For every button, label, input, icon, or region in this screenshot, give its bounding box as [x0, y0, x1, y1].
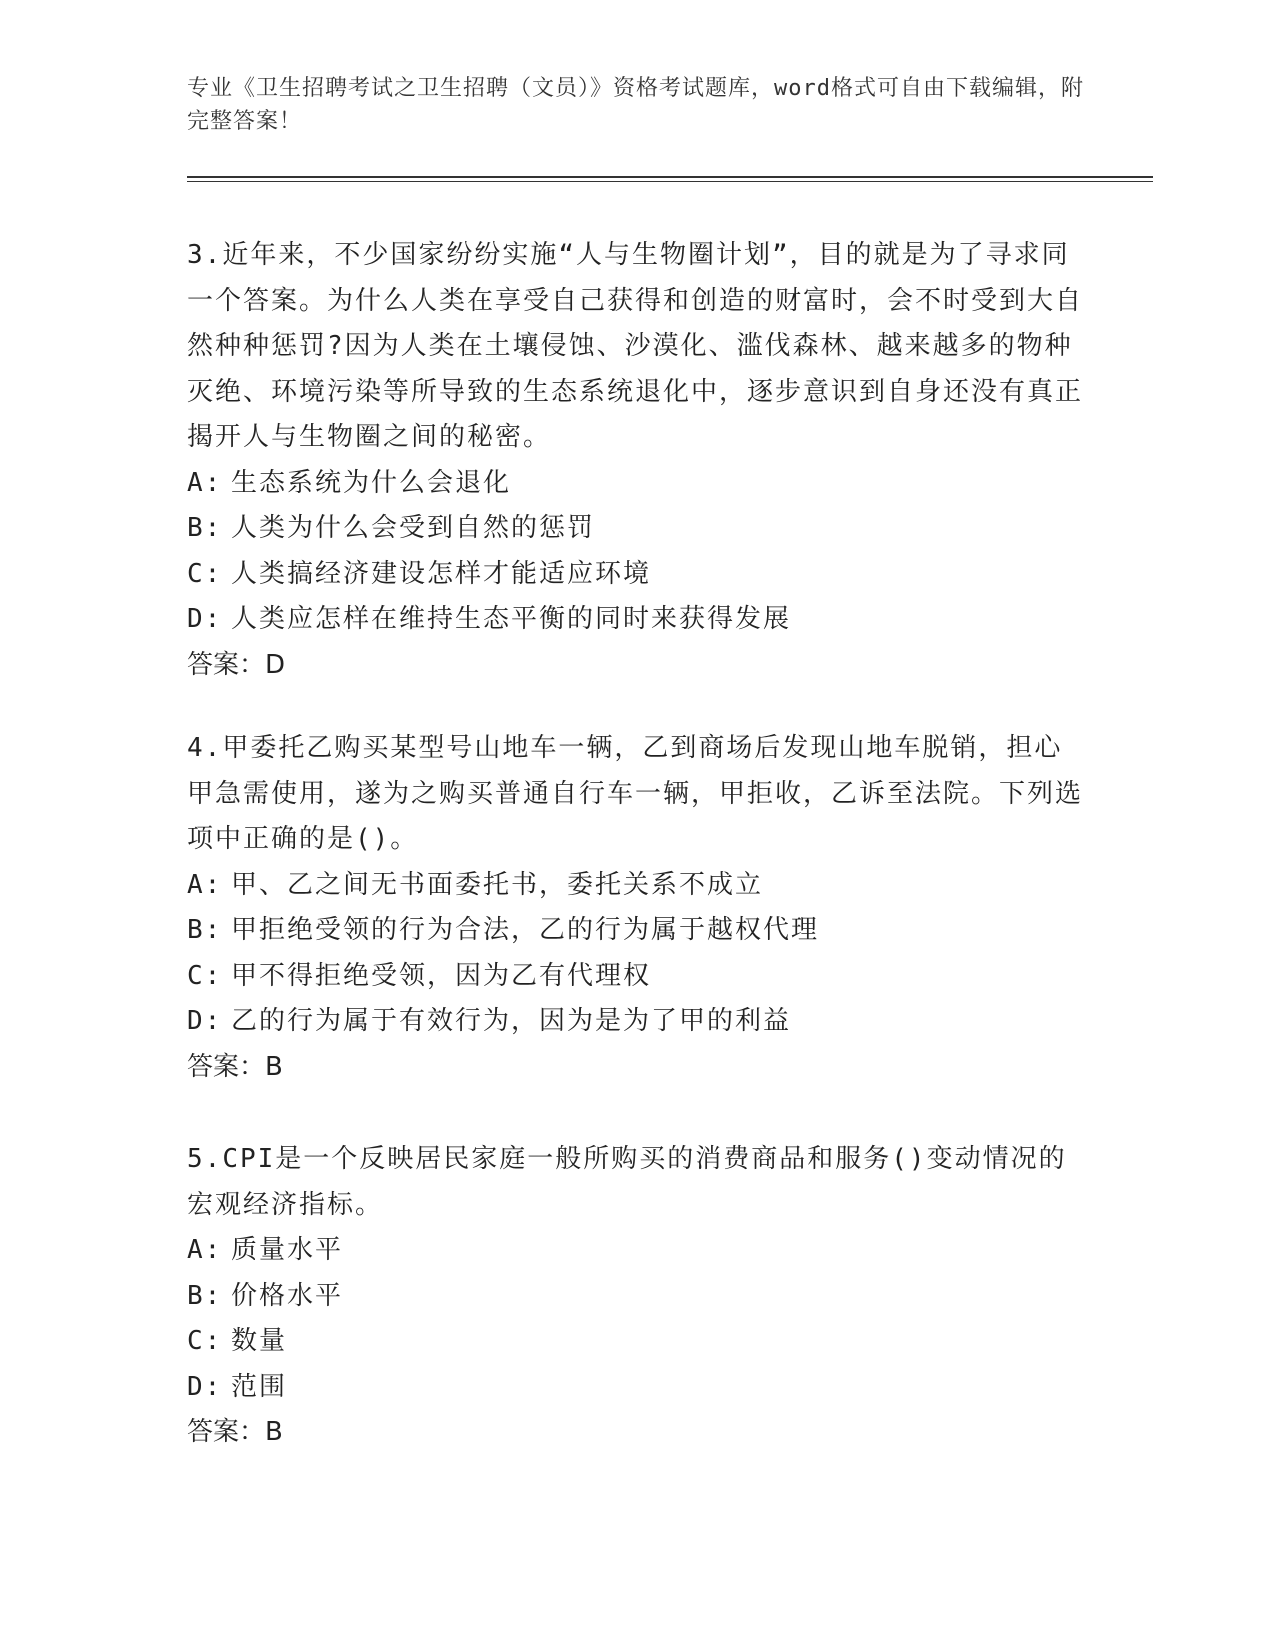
- option-d: [187, 1365, 1087, 1411]
- question-stem: [187, 1137, 1087, 1228]
- option-key: B:: [187, 915, 223, 945]
- option-text: 甲拒绝受领的行为合法，乙的行为属于越权代理: [231, 915, 820, 945]
- option-key: D:: [187, 1371, 223, 1402]
- question-number: 3.: [187, 240, 223, 270]
- option-key: D:: [187, 1006, 223, 1036]
- question-block: [187, 1137, 1087, 1456]
- option-a: [187, 1228, 1087, 1274]
- option-text: 数量: [231, 1326, 288, 1356]
- option-key: D:: [187, 604, 223, 634]
- option-key: B:: [187, 1280, 223, 1311]
- option-key: B:: [187, 513, 223, 543]
- option-key: C:: [187, 1326, 223, 1356]
- option-key: C:: [187, 960, 223, 991]
- header-intro-text: 专业《卫生招聘考试之卫生招聘（文员）》资格考试题库，word格式可自由下载编辑，附完整答案！: [187, 76, 1084, 134]
- question-number: 5.: [187, 1144, 223, 1174]
- answer-line: 答案：D: [187, 649, 286, 680]
- option-d: [187, 999, 1087, 1045]
- option-key: C:: [187, 558, 223, 589]
- header-divider-thick: [187, 176, 1153, 178]
- option-key: A:: [187, 467, 223, 498]
- option-text: 生态系统为什么会退化: [231, 467, 512, 498]
- option-key: A:: [187, 869, 223, 900]
- question-text: CPI是一个反映居民家庭一般所购买的消费商品和服务()变动情况的宏观经济指标。: [187, 1144, 1067, 1220]
- option-c: [187, 552, 1087, 598]
- option-text: 乙的行为属于有效行为，因为是为了甲的利益: [231, 1006, 792, 1036]
- option-b: [187, 908, 1087, 954]
- question-block: [187, 233, 1087, 688]
- question-stem: [187, 726, 1087, 863]
- header-divider-thin: [187, 181, 1153, 182]
- option-c: [187, 954, 1087, 1000]
- question-block: [187, 726, 1087, 1090]
- option-text: 甲不得拒绝受领，因为乙有代理权: [231, 960, 652, 991]
- option-c: [187, 1319, 1087, 1365]
- answer-line: 答案：B: [187, 1417, 283, 1447]
- option-a: [187, 863, 1087, 909]
- option-d: [187, 597, 1087, 643]
- option-text: 人类搞经济建设怎样才能适应环境: [231, 558, 652, 589]
- option-text: 质量水平: [231, 1235, 344, 1265]
- option-text: 甲、乙之间无书面委托书，委托关系不成立: [231, 869, 764, 900]
- option-text: 价格水平: [231, 1280, 344, 1311]
- option-text: 人类为什么会受到自然的惩罚: [231, 513, 596, 543]
- question-text: 近年来，不少国家纷纷实施“人与生物圈计划”，目的就是为了寻求同一个答案。为什么人类在享受自己获得和创造的财富时，会不时受到大自然种种惩罚?因为人类在土壤侵蚀、沙漠化、滥伐森林、越来越多的物种灭绝、环境污染等所导致的生态系统退化中，逐步意识到自身还没有真正揭开人与生物圈之间的秘密。: [187, 240, 1084, 452]
- option-text: 人类应怎样在维持生态平衡的同时来获得发展: [231, 604, 792, 634]
- question-number: 4.: [187, 733, 223, 763]
- option-b: [187, 1274, 1087, 1320]
- document-header: [187, 72, 1087, 138]
- option-text: 范围: [231, 1371, 288, 1402]
- option-a: [187, 461, 1087, 507]
- option-b: [187, 506, 1087, 552]
- answer-line: 答案：B: [187, 1051, 283, 1082]
- option-key: A:: [187, 1235, 223, 1265]
- question-stem: [187, 233, 1087, 461]
- question-text: 甲委托乙购买某型号山地车一辆，乙到商场后发现山地车脱销，担心甲急需使用，遂为之购买普通自行车一辆，甲拒收，乙诉至法院。下列选项中正确的是()。: [187, 733, 1084, 854]
